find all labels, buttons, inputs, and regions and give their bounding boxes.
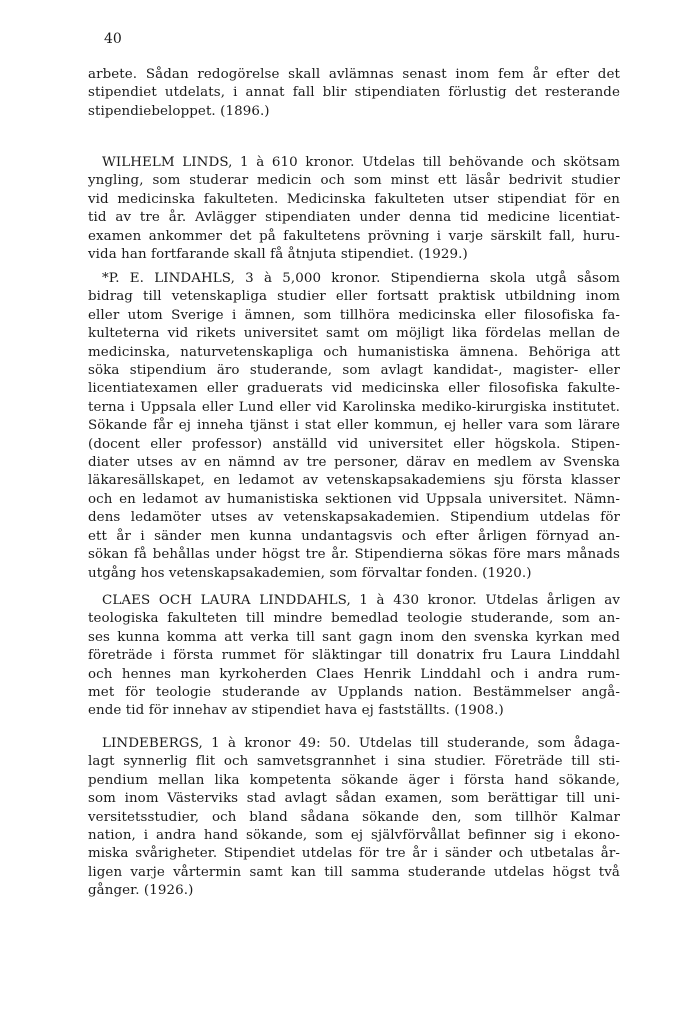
text-line: diater utses av en nämnd av tre personer, därav en medlem av Svenska xyxy=(88,455,620,471)
text-line: *P. E. LINDAHLS, 3 à 5,000 kronor. Stipendierna skola utgå såsom xyxy=(102,271,620,286)
text-line: och hennes man kyrkoherden Claes Henrik Linddahl och i andra rum- xyxy=(88,666,620,682)
text-line: teologiska fakulteten till mindre bemedlad teologie studerande, som an- xyxy=(88,611,620,627)
text-line: bidrag till vetenskapliga studier eller fortsatt praktisk utbildning inom xyxy=(88,289,620,305)
text-line: arbete. Sådan redogörelse skall avlämnas senast inom fem år efter det xyxy=(88,67,620,82)
paragraph-p-e-lindahls xyxy=(88,270,620,583)
text-line: miska svårigheter. Stipendiet utdelas för tre år i sänder och utbetalas år- xyxy=(88,846,620,862)
paragraph-wilhelm-linds xyxy=(88,154,620,264)
text-line: företräde i första rummet för släktingar till donatrix fru Laura Linddahl xyxy=(88,648,620,664)
text-line: lagt synnerlig flit och samvetsgrannhet i sina studier. Företräde till sti- xyxy=(88,754,620,770)
text-line: söka stipendium äro studerande, som avlagt kandidat-, magister- eller xyxy=(88,363,620,379)
text-line: CLAES OCH LAURA LINDDAHLS, 1 à 430 kronor. Utdelas årligen av xyxy=(102,593,620,608)
text-line: (docent eller professor) anställd vid universitet eller högskola. Stipen- xyxy=(88,436,620,452)
text-line: ses kunna komma att verka till sant gagn inom den svenska kyrkan med xyxy=(88,629,620,645)
text-line: vida han fortfarande skall få åtnjuta stipendiet. (1929.) xyxy=(88,247,468,263)
text-line: examen ankommer det på fakultetens prövning i varje särskilt fall, huru- xyxy=(88,228,620,244)
text-line: vid medicinska fakulteten. Medicinska fakulteten utser stipendiat för en xyxy=(88,191,620,207)
text-line: dens ledamöter utses av vetenskapsakademien. Stipendium utdelas för xyxy=(88,510,620,526)
text-line: licentiatexamen eller graduerats vid medicinska eller filosofiska fakulte- xyxy=(88,381,620,397)
text-line: LINDEBERGS, 1 à kronor 49: 50. Utdelas till studerande, som ådaga- xyxy=(102,736,620,751)
text-line: ett år i sänder men kunna undantagsvis och efter årligen förnyad an- xyxy=(88,528,620,544)
text-line: som inom Västerviks stad avlagt sådan examen, som berättigar till uni- xyxy=(88,791,620,807)
text-line: versitetsstudier, och bland sådana sökande den, som tillhör Kalmar xyxy=(88,809,620,825)
text-line: gånger. (1926.) xyxy=(88,883,194,899)
text-line: yngling, som studerar medicin och som minst ett läsår bedrivit studier xyxy=(88,173,620,189)
page-number: 40 xyxy=(104,31,122,47)
text-line: nation, i andra hand sökande, som ej självförvållat befinner sig i ekono- xyxy=(88,828,620,844)
text-line: utgång hos vetenskapsakademien, som förvaltar fonden. (1920.) xyxy=(88,565,532,581)
text-line: stipendiet utdelats, i annat fall blir stipendiaten förlustig det resterande xyxy=(88,85,620,101)
text-line: pendium mellan lika kompetenta sökande äger i första hand sökande, xyxy=(88,772,620,788)
text-line: eller utom Sverige i ämnen, som tillhöra medicinska eller filosofiska fa- xyxy=(88,307,620,323)
text-line: WILHELM LINDS, 1 à 610 kronor. Utdelas till behövande och skötsam xyxy=(102,155,620,170)
text-line: och en ledamot av humanistiska sektionen vid Uppsala universitet. Nämn- xyxy=(88,491,620,507)
text-line: kulteterna vid rikets universitet samt om möjligt lika fördelas mellan de xyxy=(88,326,620,342)
text-line: tid av tre år. Avlägger stipendiaten under denna tid medicine licentiat- xyxy=(88,210,620,226)
paragraph-claes-och-laura-linddahls xyxy=(88,592,620,721)
paragraph-lindebergs xyxy=(88,735,620,901)
text-line: stipendiebeloppet. (1896.) xyxy=(88,103,270,119)
text-line: ende tid för innehav av stipendiet hava ej fastställts. (1908.) xyxy=(88,703,504,719)
text-line: sökan få behållas under högst tre år. Stipendierna sökas före mars månads xyxy=(88,547,620,563)
paragraph-continuation xyxy=(88,66,620,121)
text-line: terna i Uppsala eller Lund eller vid Karolinska mediko-kirurgiska institutet. xyxy=(88,399,620,415)
text-line: ligen varje vårtermin samt kan till samma studerande utdelas högst två xyxy=(88,864,620,880)
text-line: medicinska, naturvetenskapliga och humanistiska ämnena. Behöriga att xyxy=(88,344,620,360)
text-line: Sökande får ej inneha tjänst i stat eller kommun, ej heller vara som lärare xyxy=(88,418,620,434)
text-line: met för teologie studerande av Upplands nation. Bestämmelser angå- xyxy=(88,685,620,701)
text-line: läkaresällskapet, en ledamot av vetenskapsakademiens sju första klasser xyxy=(88,473,620,489)
